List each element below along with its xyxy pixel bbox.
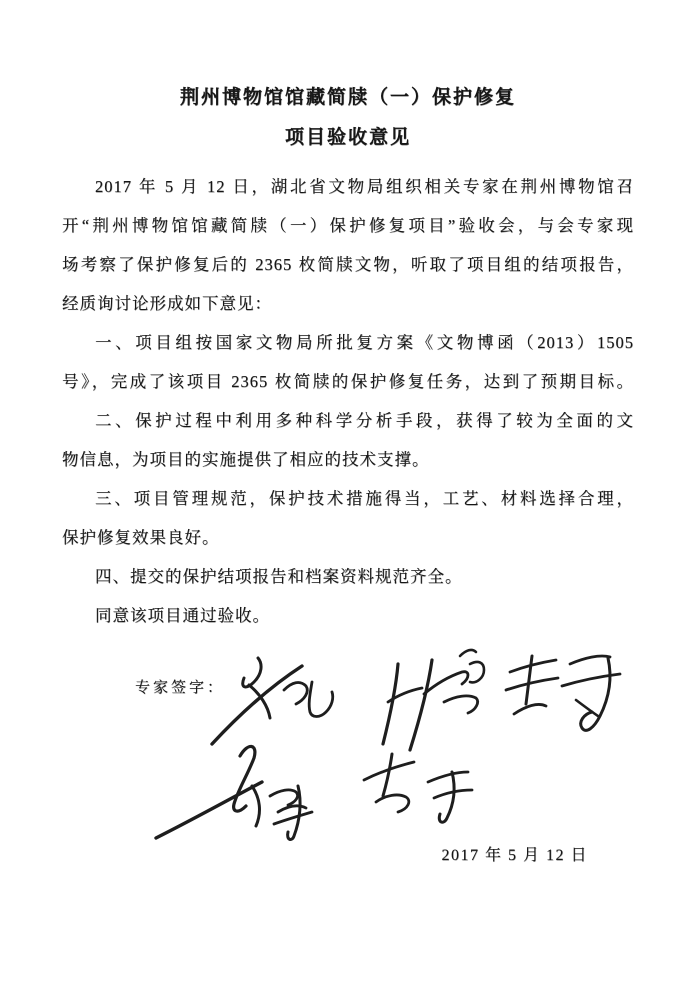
body-line: 同意该项目通过验收。 — [95, 606, 270, 625]
body-line: 号》，完成了该项目 2365 枚简牍的保护修复任务，达到了预期目标。 — [62, 372, 634, 391]
document-title-line-1: 荆州博物馆馆藏简牍（一）保护修复 — [179, 87, 516, 108]
body-line: 场考察了保护修复后的 2365 枚简牍文物，听取了项目组的结项报告， — [62, 255, 634, 274]
document-body — [62, 167, 634, 635]
body-line: 经质询讨论形成如下意见： — [62, 294, 272, 313]
signature-4 — [156, 746, 312, 839]
signature-1 — [212, 658, 333, 744]
signature-5 — [364, 754, 472, 822]
body-line: 开“荆州博物馆馆藏简牍（一）保护修复项目”验收会，与会专家现 — [62, 216, 634, 235]
body-line: 物信息，为项目的实施提供了相应的技术支撑。 — [62, 450, 430, 469]
document-date: 2017 年 5 月 12 日 — [441, 847, 588, 864]
body-line: 四、提交的保护结项报告和档案资料规范齐全。 — [95, 567, 463, 586]
body-line: 2017 年 5 月 12 日，湖北省文物局组织相关专家在荆州博物馆召 — [95, 177, 634, 196]
body-line: 二、保护过程中利用多种科学分析手段，获得了较为全面的文 — [95, 411, 634, 430]
document-title-line-2: 项目验收意见 — [284, 127, 411, 148]
body-line: 保护修复效果良好。 — [62, 528, 220, 547]
body-line: 三、项目管理规范，保护技术措施得当，工艺、材料选择合理， — [95, 489, 634, 508]
body-line: 一、项目组按国家文物局所批复方案《文物博函（2013）1505 — [95, 333, 634, 352]
signature-2 — [383, 650, 484, 750]
document-title — [0, 78, 696, 158]
expert-signatures-label: 专家签字： — [135, 680, 226, 696]
signature-3 — [506, 656, 620, 730]
